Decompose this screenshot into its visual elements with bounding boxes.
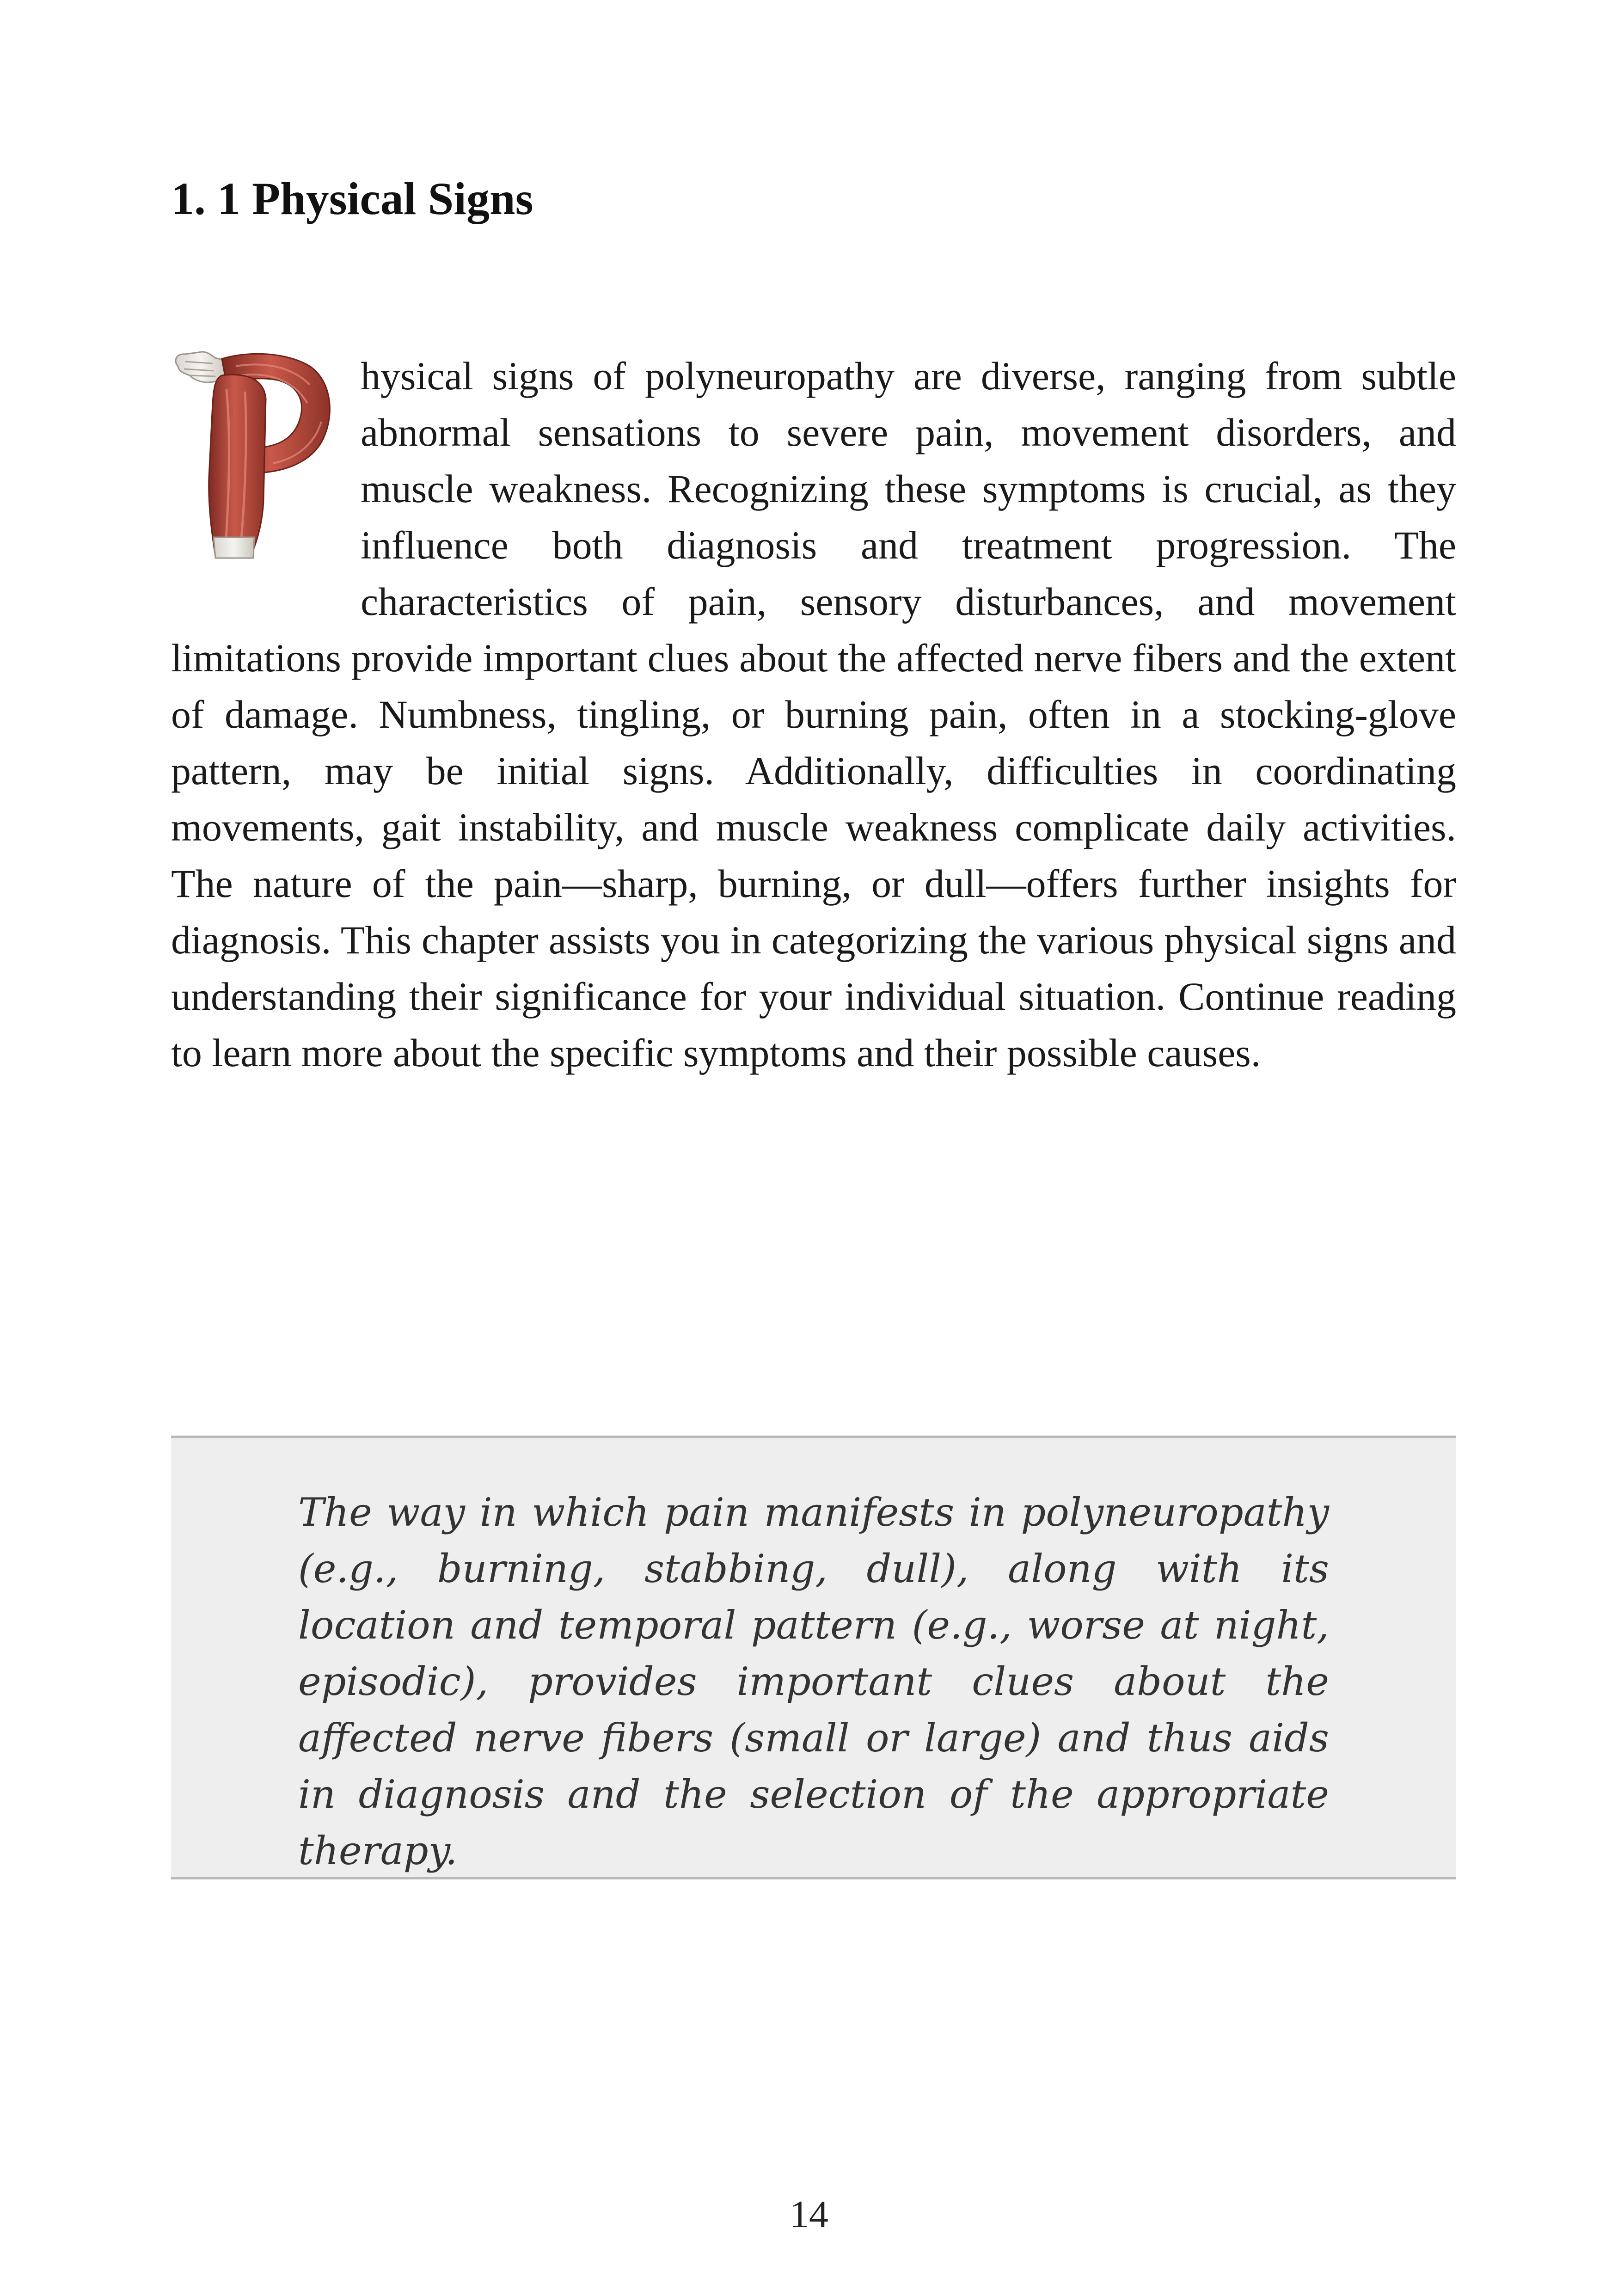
body-text: hysical signs of polyneuropathy are diverse, ranging from subtle abnormal sensations to severe pain, movement disorders, and muscle weakness. Recognizing these symptoms is crucial, as they influence both diagnosis and treatment progression. The characteristics of pain, sensory disturbances, and movement limitations provide important clues about the affected nerve fibers and the extent of damage. Numbness, tingling, or burning pain, often in a stocking-glove pattern, may be initial signs. Additionally, difficulties in coordinating movements, gait instability, and muscle weakness complicate daily activities. The nature of the pain—sharp, burning, or dull—offers further insights for diagnosis. This chapter assists you in categorizing the various physical signs and understanding their significance for your individual situation. Continue reading to learn more about the specific symptoms and their possible causes.	[171, 354, 1456, 1075]
section-heading: 1. 1 Physical Signs	[171, 173, 533, 224]
callout-box	[171, 1436, 1456, 1879]
callout-text: The way in which pain manifests in polyneuropathy (e.g., burning, stabbing, dull), along with its location and temporal pattern (e.g., worse at night, episodic), provides important clues about the affected nerve fibers (small or large) and thus aids in diagnosis and the selection of the appropriate therapy.	[298, 1490, 1329, 1873]
page-number: 14	[790, 2193, 828, 2236]
dropcap-p-icon	[171, 348, 361, 574]
body-paragraph	[171, 348, 1456, 1081]
